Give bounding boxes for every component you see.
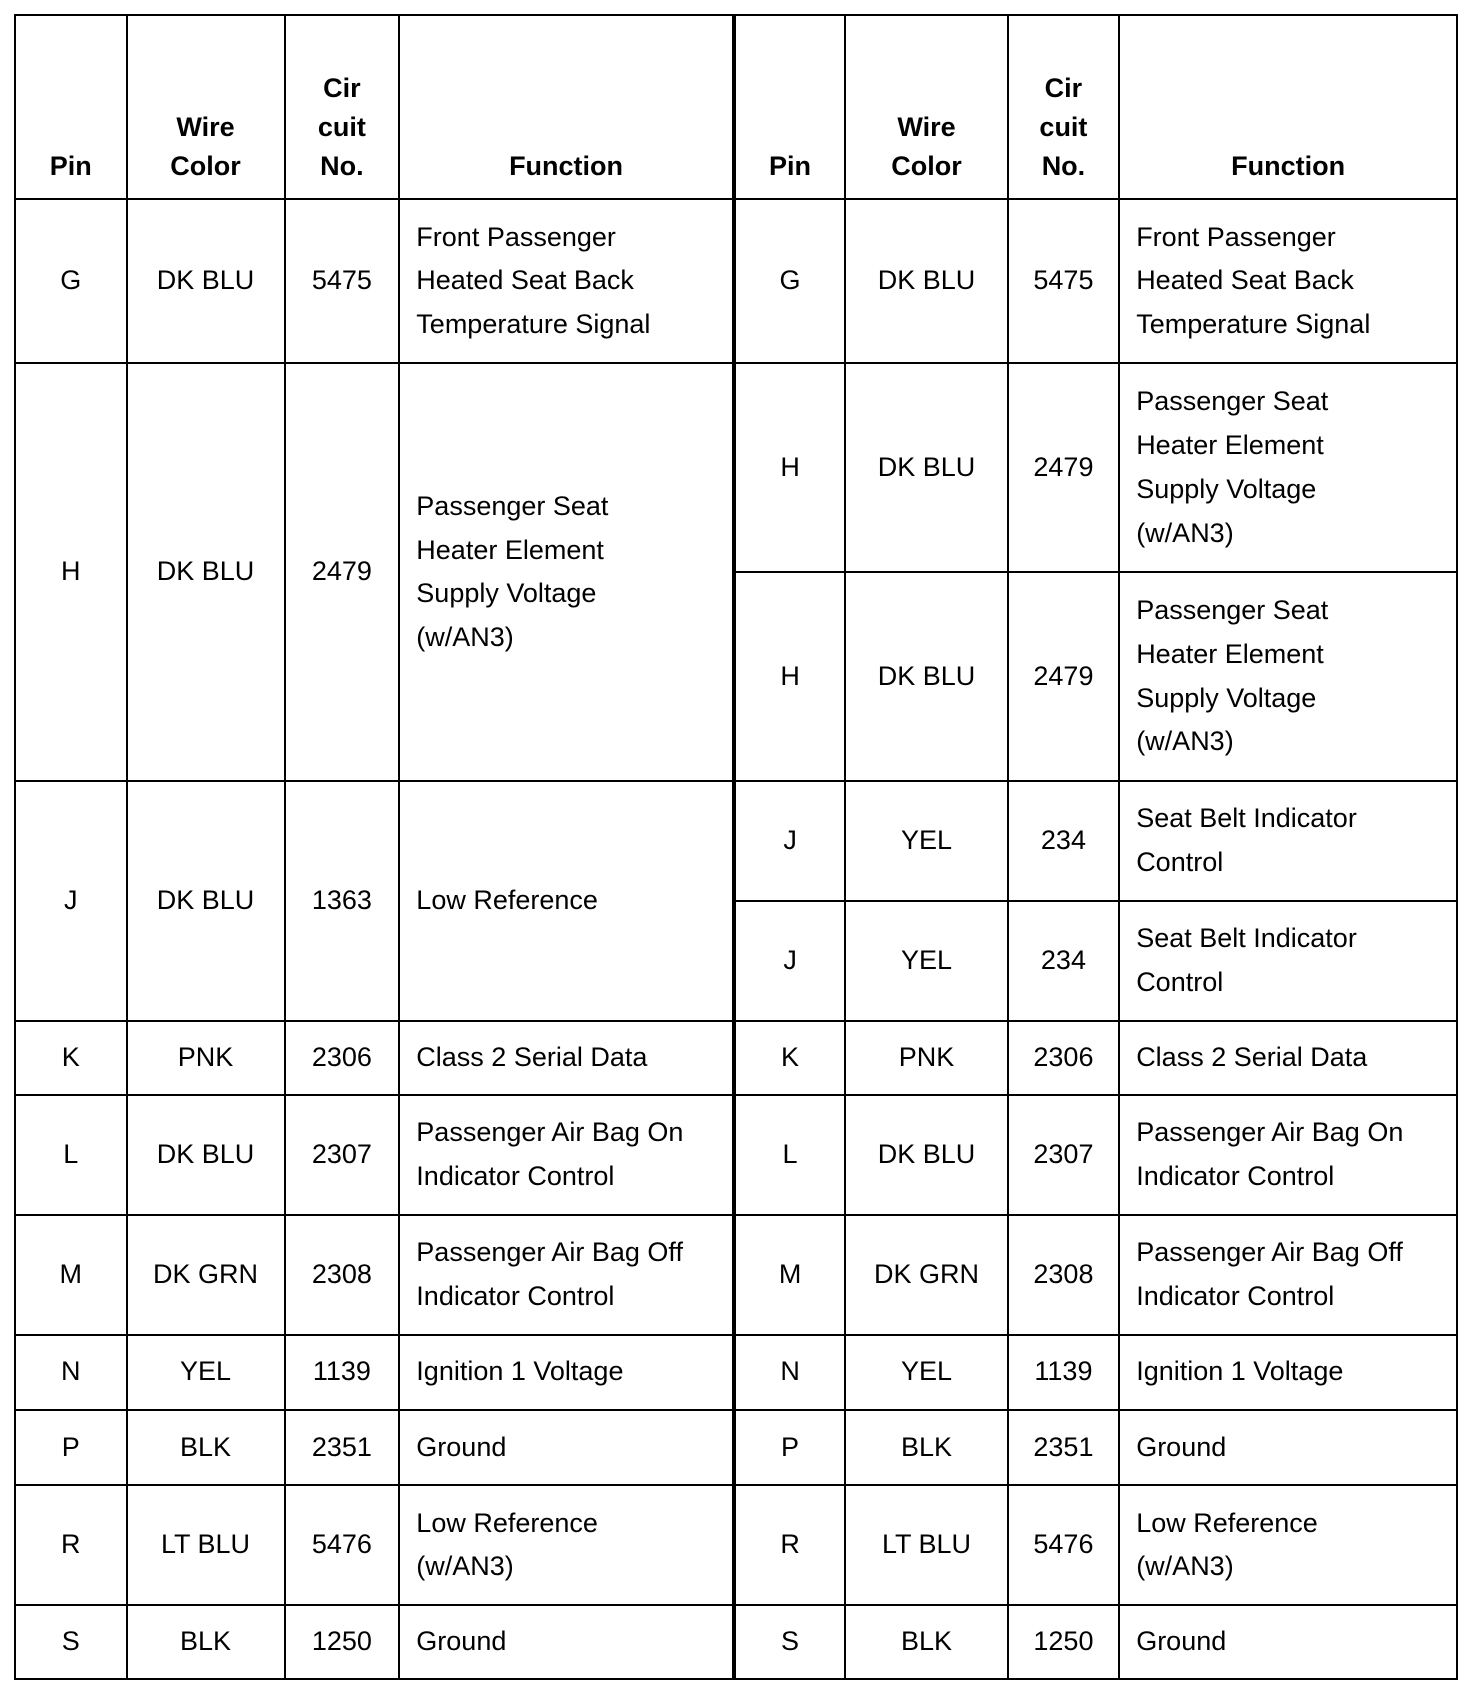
table-row: [15, 1605, 1457, 1679]
function-cell: [1119, 1485, 1457, 1605]
function-cell-line: (w/AN3): [416, 621, 514, 652]
function-cell-line: Front Passenger: [1136, 221, 1336, 252]
function-cell: [399, 199, 734, 363]
header-wire-color: [127, 15, 285, 199]
header-wire-color-line: Color: [170, 150, 241, 181]
pin-cell: S: [734, 1605, 846, 1679]
circuit-no-cell: 2306: [1008, 1021, 1120, 1095]
table-row: [15, 1335, 1457, 1410]
circuit-no-cell: 1139: [1008, 1335, 1120, 1410]
function-cell-line: Passenger Seat: [416, 490, 609, 521]
circuit-no-cell: 2308: [1008, 1215, 1120, 1335]
wire-color-cell: DK BLU: [845, 363, 1007, 572]
table-row: [15, 1485, 1457, 1605]
pin-cell: K: [15, 1021, 127, 1095]
function-cell: [399, 1485, 734, 1605]
function-cell: [1119, 1021, 1457, 1095]
function-cell-line: Control: [1136, 967, 1224, 998]
wire-color-cell: LT BLU: [127, 1485, 285, 1605]
function-cell: [1119, 199, 1457, 363]
header-function-line: Function: [1231, 150, 1346, 181]
table-row: [15, 781, 1457, 901]
circuit-no-cell: 1250: [285, 1605, 400, 1679]
wire-color-cell: YEL: [845, 781, 1007, 901]
function-cell-line: Seat Belt Indicator: [1136, 923, 1357, 954]
function-cell: [1119, 1335, 1457, 1410]
table-row: [15, 1410, 1457, 1486]
function-cell-line: Ignition 1 Voltage: [416, 1356, 624, 1387]
function-cell-line: Control: [1136, 847, 1224, 878]
circuit-no-cell: 234: [1008, 901, 1120, 1021]
function-cell-line: (w/AN3): [1136, 517, 1234, 548]
pin-cell: M: [15, 1215, 127, 1335]
function-cell: [1119, 1410, 1457, 1486]
wire-color-cell: PNK: [127, 1021, 285, 1095]
pin-cell: P: [734, 1410, 846, 1486]
wire-color-cell: DK BLU: [845, 572, 1007, 781]
table-row: [15, 1095, 1457, 1215]
circuit-no-cell: 5475: [285, 199, 400, 363]
wire-color-cell: BLK: [127, 1410, 285, 1486]
function-cell-line: Ignition 1 Voltage: [1136, 1356, 1344, 1387]
function-cell-line: Passenger Air Bag On: [416, 1117, 684, 1148]
function-cell: [399, 781, 734, 1021]
table-row: [15, 199, 1457, 363]
function-cell: [1119, 1605, 1457, 1679]
pin-cell: J: [734, 781, 846, 901]
table-body: [15, 199, 1457, 1679]
wire-color-cell: DK BLU: [127, 199, 285, 363]
circuit-no-cell: 5476: [1008, 1485, 1120, 1605]
function-cell-line: (w/AN3): [1136, 726, 1234, 757]
pin-cell: J: [734, 901, 846, 1021]
pin-cell: R: [15, 1485, 127, 1605]
function-cell: [399, 1021, 734, 1095]
header-circuit-no-line: Cir: [323, 72, 361, 103]
circuit-no-cell: 1139: [285, 1335, 400, 1410]
pin-cell: L: [734, 1095, 846, 1215]
pin-cell: S: [15, 1605, 127, 1679]
function-cell-line: Ground: [416, 1626, 507, 1657]
pin-cell: M: [734, 1215, 846, 1335]
function-cell-line: Passenger Seat: [1136, 595, 1329, 626]
circuit-no-cell: 1250: [1008, 1605, 1120, 1679]
function-cell: [399, 1410, 734, 1486]
connector-pinout-table: [14, 14, 1458, 1680]
pin-cell: H: [15, 363, 127, 781]
header-function: [1119, 15, 1457, 199]
circuit-no-cell: 234: [1008, 781, 1120, 901]
wire-color-cell: DK GRN: [845, 1215, 1007, 1335]
function-cell-line: Heated Seat Back: [416, 265, 634, 296]
function-cell: [1119, 1095, 1457, 1215]
function-cell-line: Passenger Seat: [1136, 386, 1329, 417]
circuit-no-cell: 2351: [1008, 1410, 1120, 1486]
wire-color-cell: DK BLU: [845, 1095, 1007, 1215]
function-cell-line: (w/AN3): [1136, 1551, 1234, 1582]
circuit-no-cell: 2479: [1008, 572, 1120, 781]
function-cell-line: Temperature Signal: [416, 309, 651, 340]
function-cell-line: Indicator Control: [416, 1280, 615, 1311]
wire-color-cell: DK BLU: [127, 363, 285, 781]
circuit-no-cell: 2307: [1008, 1095, 1120, 1215]
function-cell-line: Supply Voltage: [1136, 473, 1317, 504]
function-cell-line: Temperature Signal: [1136, 309, 1371, 340]
header-pin-line: Pin: [49, 150, 92, 181]
function-cell-line: Supply Voltage: [1136, 682, 1317, 713]
circuit-no-cell: 2306: [285, 1021, 400, 1095]
header-circuit-no-line: No.: [1041, 150, 1086, 181]
wire-color-cell: DK BLU: [127, 1095, 285, 1215]
function-cell: [399, 1215, 734, 1335]
pin-cell: J: [15, 781, 127, 1021]
pin-cell: G: [15, 199, 127, 363]
function-cell-line: Indicator Control: [1136, 1160, 1335, 1191]
header-circuit-no-line: No.: [320, 150, 364, 181]
circuit-no-cell: 5475: [1008, 199, 1120, 363]
pin-cell: L: [15, 1095, 127, 1215]
function-cell-line: Supply Voltage: [416, 578, 597, 609]
header-wire-color-line: Color: [891, 150, 962, 181]
function-cell: [1119, 901, 1457, 1021]
function-cell-line: Ground: [416, 1431, 507, 1462]
function-cell-line: Ground: [1136, 1626, 1227, 1657]
function-cell-line: Class 2 Serial Data: [1136, 1042, 1368, 1073]
pin-cell: K: [734, 1021, 846, 1095]
wire-color-cell: YEL: [845, 1335, 1007, 1410]
pin-cell: H: [734, 363, 846, 572]
wire-color-cell: BLK: [845, 1410, 1007, 1486]
function-cell-line: Heater Element: [1136, 430, 1324, 461]
function-cell: [1119, 572, 1457, 781]
table-header-row: [15, 15, 1457, 199]
header-function: [399, 15, 734, 199]
header-function-line: Function: [509, 150, 624, 181]
pin-cell: N: [15, 1335, 127, 1410]
function-cell-line: Passenger Air Bag On: [1136, 1117, 1404, 1148]
wire-color-cell: YEL: [845, 901, 1007, 1021]
circuit-no-cell: 2479: [1008, 363, 1120, 572]
function-cell-line: Low Reference: [1136, 1507, 1318, 1538]
table-row: [15, 1215, 1457, 1335]
header-pin: [734, 15, 846, 199]
function-cell-line: Front Passenger: [416, 221, 616, 252]
function-cell-line: Indicator Control: [1136, 1280, 1335, 1311]
wire-color-cell: YEL: [127, 1335, 285, 1410]
function-cell-line: Low Reference: [416, 1507, 598, 1538]
header-pin: [15, 15, 127, 199]
table-row: [15, 363, 1457, 572]
function-cell-line: Class 2 Serial Data: [416, 1042, 648, 1073]
function-cell: [1119, 781, 1457, 901]
function-cell-line: (w/AN3): [416, 1551, 514, 1582]
circuit-no-cell: 2351: [285, 1410, 400, 1486]
wire-color-cell: DK GRN: [127, 1215, 285, 1335]
function-cell: [399, 1605, 734, 1679]
function-cell-line: Heater Element: [416, 534, 604, 565]
function-cell: [1119, 1215, 1457, 1335]
function-cell-line: Ground: [1136, 1431, 1227, 1462]
pin-cell: P: [15, 1410, 127, 1486]
function-cell: [399, 363, 734, 781]
header-circuit-no-line: cuit: [317, 111, 366, 142]
function-cell-line: Passenger Air Bag Off: [416, 1237, 683, 1268]
function-cell-line: Seat Belt Indicator: [1136, 803, 1357, 834]
wire-color-cell: BLK: [127, 1605, 285, 1679]
circuit-no-cell: 1363: [285, 781, 400, 1021]
function-cell-line: Low Reference: [416, 885, 598, 916]
table-row: [15, 1021, 1457, 1095]
header-wire-color-line: Wire: [176, 111, 235, 142]
header-wire-color: [845, 15, 1007, 199]
wire-color-cell: PNK: [845, 1021, 1007, 1095]
header-circuit-no-line: cuit: [1039, 111, 1088, 142]
function-cell: [399, 1095, 734, 1215]
header-circuit-no: [1008, 15, 1120, 199]
header-pin-line: Pin: [769, 150, 812, 181]
wire-color-cell: DK BLU: [845, 199, 1007, 363]
pin-cell: H: [734, 572, 846, 781]
header-wire-color-line: Wire: [897, 111, 956, 142]
wire-color-cell: DK BLU: [127, 781, 285, 1021]
pin-cell: N: [734, 1335, 846, 1410]
function-cell-line: Indicator Control: [416, 1160, 615, 1191]
pin-cell: G: [734, 199, 846, 363]
pin-cell: R: [734, 1485, 846, 1605]
function-cell-line: Passenger Air Bag Off: [1136, 1237, 1403, 1268]
circuit-no-cell: 2479: [285, 363, 400, 781]
wire-color-cell: BLK: [845, 1605, 1007, 1679]
function-cell: [399, 1335, 734, 1410]
wire-color-cell: LT BLU: [845, 1485, 1007, 1605]
function-cell-line: Heater Element: [1136, 638, 1324, 669]
header-circuit-no-line: Cir: [1044, 72, 1083, 103]
circuit-no-cell: 5476: [285, 1485, 400, 1605]
function-cell-line: Heated Seat Back: [1136, 265, 1354, 296]
circuit-no-cell: 2308: [285, 1215, 400, 1335]
header-circuit-no: [285, 15, 400, 199]
circuit-no-cell: 2307: [285, 1095, 400, 1215]
function-cell: [1119, 363, 1457, 572]
